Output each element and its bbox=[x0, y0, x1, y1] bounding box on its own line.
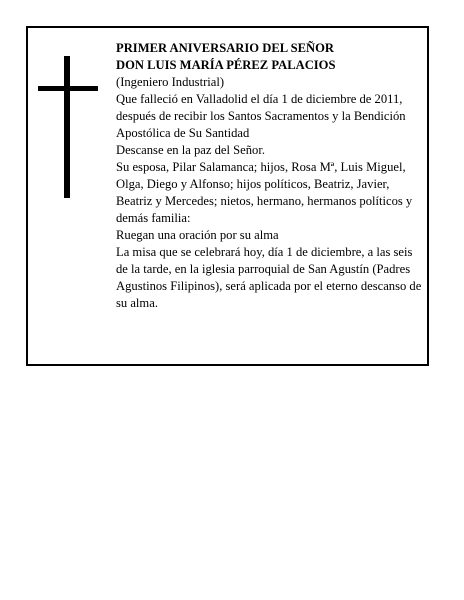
obituary-notice-frame bbox=[26, 26, 429, 366]
notice-text bbox=[116, 40, 422, 312]
cross-vertical-bar bbox=[64, 56, 70, 198]
mass-details: La misa que se celebrará hoy, día 1 de diciembre, a las seis de la tarde, en la iglesia parroquial de San Agustín (Padres Agustinos Filipinos), será aplicada por el eterno descanso de su alma. bbox=[116, 245, 422, 310]
latin-cross-icon bbox=[38, 56, 98, 198]
cross-horizontal-bar bbox=[38, 86, 98, 91]
notice-title-line-1: PRIMER ANIVERSARIO DEL SEÑOR bbox=[116, 41, 334, 55]
death-statement: Que falleció en Valladolid el día 1 de diciembre de 2011, después de recibir los Santos Sacramentos y la Bendición Apostólica de Su Santidad bbox=[116, 92, 406, 140]
family-list: Su esposa, Pilar Salamanca; hijos, Rosa Mª, Luis Miguel, Olga, Diego y Alfonso; hijos políticos, Beatriz, Javier, Beatriz y Mercedes; nietos, hermano, hermanos políticos y demás familia: bbox=[116, 160, 413, 225]
rest-in-peace: Descanse en la paz del Señor. bbox=[116, 143, 265, 157]
prayer-request: Ruegan una oración por su alma bbox=[116, 228, 279, 242]
notice-title-line-2: DON LUIS MARÍA PÉREZ PALACIOS bbox=[116, 58, 336, 72]
deceased-profession: (Ingeniero Industrial) bbox=[116, 75, 225, 89]
